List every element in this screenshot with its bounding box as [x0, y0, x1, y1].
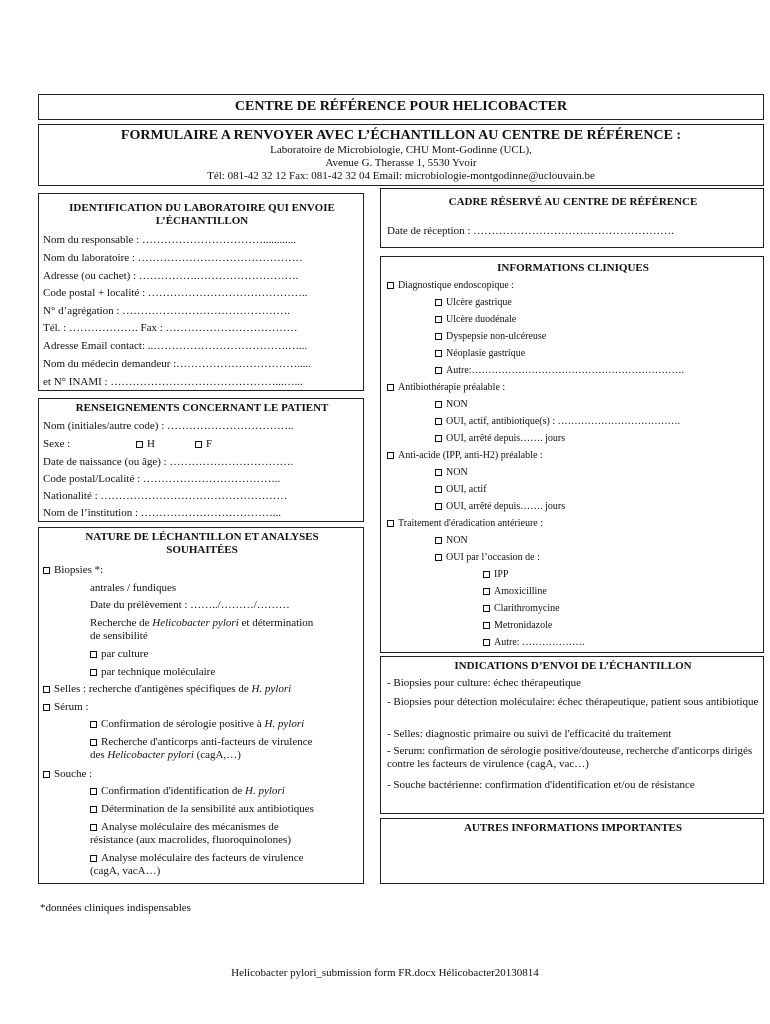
analyse-resistance-line2: résistance (aux macrolides, fluoroquinolones) [90, 834, 291, 846]
checkbox-ipp[interactable] [483, 571, 490, 578]
patient-nationality-field[interactable]: Nationalité : …………………………………………… [43, 490, 288, 502]
checkbox-antibio-non[interactable] [435, 401, 442, 408]
antibio-option[interactable] [387, 381, 505, 394]
selles-option[interactable] [43, 683, 291, 696]
antibio-label: Antibiothérapie préalable : [398, 382, 506, 393]
autres-title: AUTRES INFORMATIONS IMPORTANTES [463, 822, 682, 834]
anticorps-hp: Helicobacter pylori [107, 749, 194, 761]
checkbox-antibio-oui-arrete[interactable] [435, 435, 442, 442]
antiacide-label: Anti-acide (IPP, anti-H2) préalable : [398, 450, 543, 461]
lab-field-code-postal[interactable]: Code postal + localité : …………………………………….. [43, 287, 308, 299]
checkbox-antibio[interactable] [387, 384, 394, 391]
indication-item: - Selles: diagnostic primaire ou suivi de l'efficacité du traitement [387, 728, 672, 740]
label: Amoxicilline [494, 586, 547, 597]
checkbox-culture[interactable] [90, 651, 97, 658]
indications-box [380, 656, 764, 814]
lab-field-medecin[interactable]: Nom du médecin demandeur :……………………………..... [43, 358, 311, 370]
checkbox-dyspepsie[interactable] [435, 333, 442, 340]
label: Dyspepsie non-ulcéreuse [446, 331, 547, 342]
lab-field-responsable[interactable]: Nom du responsable : ……………………………............ [43, 234, 296, 246]
antibio-oui-arrete[interactable] [435, 432, 565, 445]
label: Ulcère gastrique [446, 297, 512, 308]
patient-postal-field[interactable]: Code postal/Localité : ……………………………….. [43, 473, 281, 485]
lab-name: Laboratoire de Microbiologie, CHU Mont-Godinne (UCL), [270, 144, 532, 156]
label: NON [446, 399, 468, 410]
determination-option[interactable] [90, 803, 314, 816]
recherche-post: et détermination [238, 617, 314, 629]
patient-sex-h-option[interactable] [136, 438, 155, 451]
lab-field-agregation[interactable]: N° d’agrégation : ………………………………………. [43, 305, 290, 317]
patient-birth-field[interactable]: Date de naissance (ou âge) : ……………………………. [43, 456, 294, 468]
indication-item: - Serum: confirmation de sérologie positive/douteuse, recherche d'anticorps dirigés contre les facteurs de virulence (cagA, vac…) [387, 745, 753, 770]
checkbox-clarithromycine[interactable] [483, 605, 490, 612]
moleculaire-option[interactable] [90, 666, 215, 679]
traitement-option[interactable] [387, 517, 543, 530]
footer-text: Helicobacter pylori_submission form FR.docx Hélicobacter20130814 [231, 967, 539, 979]
patient-sex-f-option[interactable] [195, 438, 212, 451]
drug-amoxicilline[interactable] [483, 585, 547, 598]
checkbox-confirmation-identification[interactable] [90, 788, 97, 795]
souche-option[interactable] [43, 768, 92, 781]
checkbox-traitement-oui[interactable] [435, 554, 442, 561]
patient-institution-field[interactable]: Nom de l’institution : ………………………………... [43, 507, 282, 519]
lab-identification-box [38, 193, 364, 391]
culture-option[interactable] [90, 648, 148, 661]
checkbox-souche[interactable] [43, 771, 50, 778]
checkbox-traitement-non[interactable] [435, 537, 442, 544]
antiacide-oui-actif[interactable] [435, 483, 487, 496]
analyse2-label: Analyse moléculaire des facteurs de virulence [101, 852, 304, 864]
biopsies-label: Biopsies *: [54, 564, 104, 576]
date-reception-field[interactable]: Date de réception : ………………………………………………. [387, 225, 674, 237]
serum-option[interactable] [43, 701, 89, 714]
antiacide-option[interactable] [387, 449, 543, 462]
checkbox-traitement[interactable] [387, 520, 394, 527]
lab-contact: Tél: 081-42 32 12 Fax: 081-42 32 04 Email: microbiologie-montgodinne@uclouvain.be [207, 170, 595, 182]
checkbox-antiacide-oui-actif[interactable] [435, 486, 442, 493]
diag-option[interactable] [387, 279, 514, 292]
checkbox-ulcere-gastrique[interactable] [435, 299, 442, 306]
label: Autre: ………………. [494, 637, 585, 648]
souche-label: Souche : [54, 768, 93, 780]
checkbox-serum[interactable] [43, 704, 50, 711]
confirmation-serologie-option[interactable] [90, 718, 304, 731]
label: OUI, arrêté depuis……. jours [446, 501, 566, 512]
label: Néoplasie gastrique [446, 348, 526, 359]
drug-ipp[interactable] [483, 568, 508, 581]
diag-item-ulcere-gastrique[interactable] [435, 296, 512, 309]
confirmation-identification-option[interactable] [90, 785, 285, 798]
serum-label: Sérum : [54, 701, 89, 713]
checkbox-f[interactable] [195, 441, 202, 448]
traitement-label: Traitement d'éradication antérieure : [398, 518, 543, 529]
autres-box [380, 818, 764, 884]
patient-name-field[interactable]: Nom (initiales/autre code) : …………………………….. [43, 420, 294, 432]
label: NON [446, 535, 468, 546]
footnote: *données cliniques indispensables [40, 902, 191, 914]
antibio-non[interactable] [435, 398, 468, 411]
confirmation-hp: H. pylori [264, 718, 305, 730]
checkbox-metronidazole[interactable] [483, 622, 490, 629]
antiacide-non[interactable] [435, 466, 468, 479]
checkbox-antiacide[interactable] [387, 452, 394, 459]
antiacide-oui-arrete[interactable] [435, 500, 565, 513]
nature-title: NATURE DE LÉCHANTILLON ET ANALYSES SOUHAITÉES [85, 531, 319, 556]
determination-label: Détermination de la sensibilité aux antibiotiques [101, 803, 314, 815]
checkbox-ulcere-duodenale[interactable] [435, 316, 442, 323]
lab-field-laboratoire[interactable]: Nom du laboratoire : ……………………………………… [43, 252, 303, 264]
checkbox-antiacide-non[interactable] [435, 469, 442, 476]
drug-metronidazole[interactable] [483, 619, 552, 632]
label: Metronidazole [494, 620, 553, 631]
sensibilite-label: de sensibilité [90, 630, 148, 642]
indication-item: - Biopsies pour détection moléculaire: échec thérapeutique, patient sous antibiotique [387, 696, 759, 708]
indication-item: - Souche bactérienne: confirmation d'identification et/ou de résistance [387, 779, 695, 791]
anticorps-label-line2 [90, 749, 241, 762]
analyse-virulence-line2: (cagA, vacA…) [90, 865, 161, 877]
label: OUI, arrêté depuis……. jours [446, 433, 566, 444]
checkbox-moleculaire[interactable] [90, 669, 97, 676]
drug-autre[interactable] [483, 636, 585, 649]
analyse1-label: Analyse moléculaire des mécanismes de [101, 821, 279, 833]
recherche-pre: Recherche de [90, 617, 153, 629]
header-address-box [38, 124, 764, 186]
label: Ulcère duodénale [446, 314, 517, 325]
form-title: FORMULAIRE A RENVOYER AVEC L’ÉCHANTILLON AU CENTRE DE RÉFÉRENCE : [120, 128, 682, 143]
cadre-title: CADRE RÉSERVÉ AU CENTRE DE RÉFÉRENCE [448, 196, 698, 208]
diag-item-neoplasie[interactable] [435, 347, 525, 360]
antrales-label: antrales / fundiques [90, 582, 177, 594]
label: OUI par l’occasion de : [446, 552, 540, 563]
selles-label: Selles : recherche d'antigènes spécifiques de [54, 683, 252, 695]
caga-label: (cagA,…) [193, 749, 241, 761]
moleculaire-label: par technique moléculaire [101, 666, 216, 678]
checkbox-drug-autre[interactable] [483, 639, 490, 646]
diag-item-dyspepsie[interactable] [435, 330, 546, 343]
patient-title: RENSEIGNEMENTS CONCERNANT LE PATIENT [75, 402, 329, 414]
traitement-oui[interactable] [435, 551, 540, 564]
nature-box [38, 527, 364, 884]
checkbox-amoxicilline[interactable] [483, 588, 490, 595]
checkbox-analyse-virulence[interactable] [90, 855, 97, 862]
traitement-non[interactable] [435, 534, 468, 547]
indications-title: INDICATIONS D’ENVOI DE L’ÉCHANTILLON [454, 660, 692, 672]
patient-box [38, 398, 364, 522]
header-title-box [38, 94, 764, 120]
lab-identification-title: IDENTIFICATION DU LABORATOIRE QUI ENVOIE L’ÉCHANTILLON [69, 202, 335, 227]
cadre-box [380, 188, 764, 248]
confirmation-label: Confirmation de sérologie positive à [101, 718, 265, 730]
lab-field-inami[interactable]: et N° INAMI : ………………………………………...…... [43, 376, 303, 388]
clinical-title: INFORMATIONS CLINIQUES [497, 262, 649, 274]
anticorps-option[interactable] [90, 736, 313, 749]
lab-field-email[interactable]: Adresse Email contact: ..……………………………….…... [43, 340, 308, 352]
label: Autre:………………………………………………………. [446, 365, 685, 376]
sex-f-label: F [206, 438, 213, 450]
checkbox-anticorps[interactable] [90, 739, 97, 746]
diag-label: Diagnostique endoscopique : [398, 280, 515, 291]
checkbox-h[interactable] [136, 441, 143, 448]
recherche-hp: Helicobacter pylori [152, 617, 239, 629]
checkbox-selles[interactable] [43, 686, 50, 693]
anticorps-label: Recherche d'anticorps anti-facteurs de virulence [101, 736, 313, 748]
checkbox-neoplasie[interactable] [435, 350, 442, 357]
des-label: des [90, 749, 108, 761]
drug-clarithromycine[interactable] [483, 602, 560, 615]
confirm-ident-label: Confirmation d'identification de [101, 785, 246, 797]
lab-address: Avenue G. Therasse 1, 5530 Yvoir [325, 157, 477, 169]
indication-item: - Biopsies pour culture: échec thérapeutique [387, 677, 581, 689]
checkbox-antiacide-oui-arrete[interactable] [435, 503, 442, 510]
page-title: CENTRE DE RÉFÉRENCE POUR HELICOBACTER [234, 99, 568, 114]
analyse-resistance-option[interactable] [90, 821, 279, 834]
label: OUI, actif [446, 484, 487, 495]
checkbox-diag-autre[interactable] [435, 367, 442, 374]
analyse-virulence-option[interactable] [90, 852, 304, 865]
selles-hp: H. pylori [251, 683, 292, 695]
diag-item-autre[interactable] [435, 364, 684, 377]
label: Clarithromycine [494, 603, 560, 614]
checkbox-analyse-resistance[interactable] [90, 824, 97, 831]
checkbox-antibio-oui-actif[interactable] [435, 418, 442, 425]
recherche-label [90, 617, 313, 630]
checkbox-biopsies[interactable] [43, 567, 50, 574]
diag-item-ulcere-duodenale[interactable] [435, 313, 516, 326]
sex-h-label: H [147, 438, 155, 450]
lab-field-adresse[interactable]: Adresse (ou cachet) : …………….………………………. [43, 270, 299, 282]
label: IPP [494, 569, 509, 580]
clinical-box [380, 256, 764, 653]
biopsies-option[interactable] [43, 564, 103, 577]
date-prelevement-field[interactable]: Date du prélèvement : ……../………/……… [90, 599, 290, 611]
antibio-oui-actif[interactable] [435, 415, 680, 428]
label: OUI, actif, antibiotique(s) : ………………………………. [446, 416, 681, 427]
checkbox-confirmation-serologie[interactable] [90, 721, 97, 728]
checkbox-determination[interactable] [90, 806, 97, 813]
patient-sex-label: Sexe : [43, 438, 71, 450]
confirm-ident-hp: H. pylori [245, 785, 285, 797]
culture-label: par culture [101, 648, 149, 660]
label: NON [446, 467, 468, 478]
checkbox-diag[interactable] [387, 282, 394, 289]
lab-field-tel-fax[interactable]: Tél. : ………………. Fax : ……………………………… [43, 322, 298, 334]
